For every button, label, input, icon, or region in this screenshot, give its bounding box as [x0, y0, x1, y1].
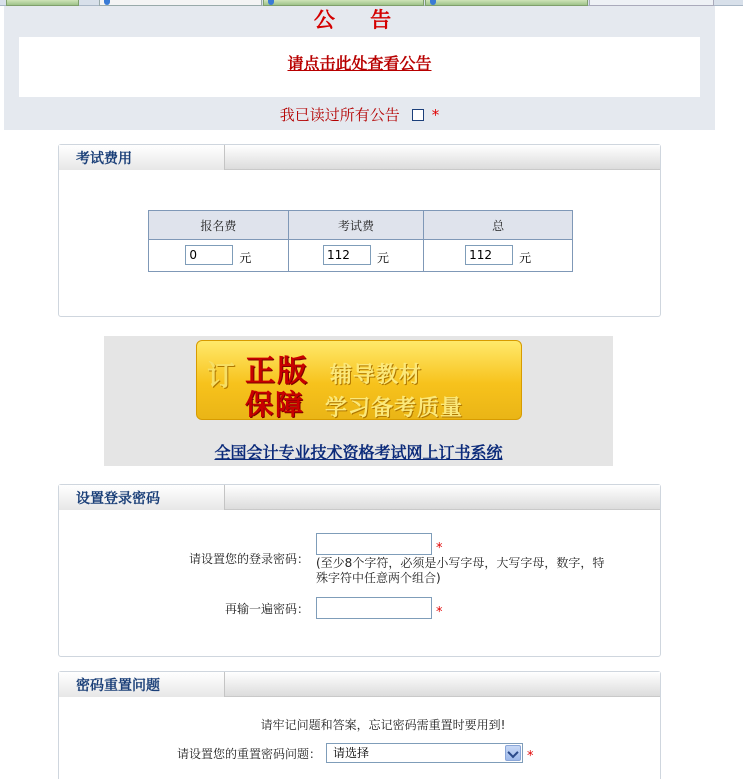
read-confirmation — [4, 104, 715, 125]
page-icon — [430, 0, 436, 5]
exam-fee-title: 考试费用 — [76, 151, 132, 167]
notice-box — [19, 37, 700, 97]
required-mark: * — [431, 106, 440, 124]
registration-fee-field: 0 — [185, 245, 233, 265]
exam-fee-panel — [58, 144, 661, 317]
banner-text: 保障 — [245, 388, 306, 420]
unit-label: 元 — [239, 250, 252, 265]
book-order-system-link[interactable]: 全国会计专业技术资格考试网上订书系统 — [214, 443, 503, 462]
fee-table-header-row — [149, 211, 573, 240]
fee-table — [148, 210, 573, 272]
reset-tip: 请牢记问题和答案，忘记密码需重置时要用到! — [260, 718, 506, 732]
login-password-title: 设置登录密码 — [76, 491, 160, 507]
notice-panel — [4, 6, 715, 130]
password-reset-title: 密码重置问题 — [76, 678, 160, 694]
login-password-header — [59, 485, 660, 510]
password-reset-header — [59, 672, 660, 697]
fee-header-registration: 报名费 — [149, 211, 289, 240]
banner-text: 辅导教材 — [330, 362, 423, 388]
page-icon — [104, 0, 110, 5]
confirm-password-input[interactable] — [316, 597, 432, 619]
required-mark: * — [436, 605, 443, 620]
banner-text: 学习备考质量 — [325, 395, 464, 420]
unit-label: 元 — [377, 250, 390, 265]
fee-cell-registration — [149, 240, 289, 272]
login-password-panel — [58, 484, 661, 657]
exam-fee-field: 112 — [323, 245, 371, 265]
fee-header-total: 总 — [424, 211, 573, 240]
total-fee-field: 112 — [465, 245, 513, 265]
password-reset-panel — [58, 671, 661, 779]
fee-cell-exam — [288, 240, 424, 272]
password-hint: (至少8个字符，必须是小写字母，大写字母，数字，特殊字符中任意两个组合) — [316, 556, 605, 585]
fee-header-exam: 考试费 — [288, 211, 424, 240]
required-mark: * — [436, 541, 443, 556]
password-input[interactable] — [316, 533, 432, 555]
book-order-banner-area — [104, 336, 613, 466]
view-notice-link[interactable]: 请点击此处查看公告 — [287, 54, 432, 73]
genuine-textbook-banner[interactable] — [196, 340, 522, 420]
fee-table-row — [149, 240, 573, 272]
banner-text: 订 — [207, 359, 236, 392]
read-confirmation-label: 我已读过所有公告 — [279, 106, 400, 124]
exam-fee-header — [59, 145, 660, 170]
reset-question-value: 请选择 — [333, 746, 370, 760]
confirm-password-label: 再输一遍密码： — [224, 602, 309, 616]
reset-question-label: 请设置您的重置密码问题： — [176, 747, 321, 761]
banner-text: 正版 — [245, 354, 309, 389]
read-confirmation-checkbox[interactable] — [412, 109, 424, 121]
fee-cell-total — [424, 240, 573, 272]
page-icon — [268, 0, 274, 5]
reset-question-select[interactable] — [326, 743, 523, 763]
unit-label: 元 — [519, 250, 532, 265]
required-mark: * — [527, 749, 534, 764]
chevron-down-icon[interactable] — [505, 745, 521, 761]
password-label: 请设置您的登录密码： — [188, 552, 309, 566]
notice-title: 公 告 — [313, 7, 406, 32]
